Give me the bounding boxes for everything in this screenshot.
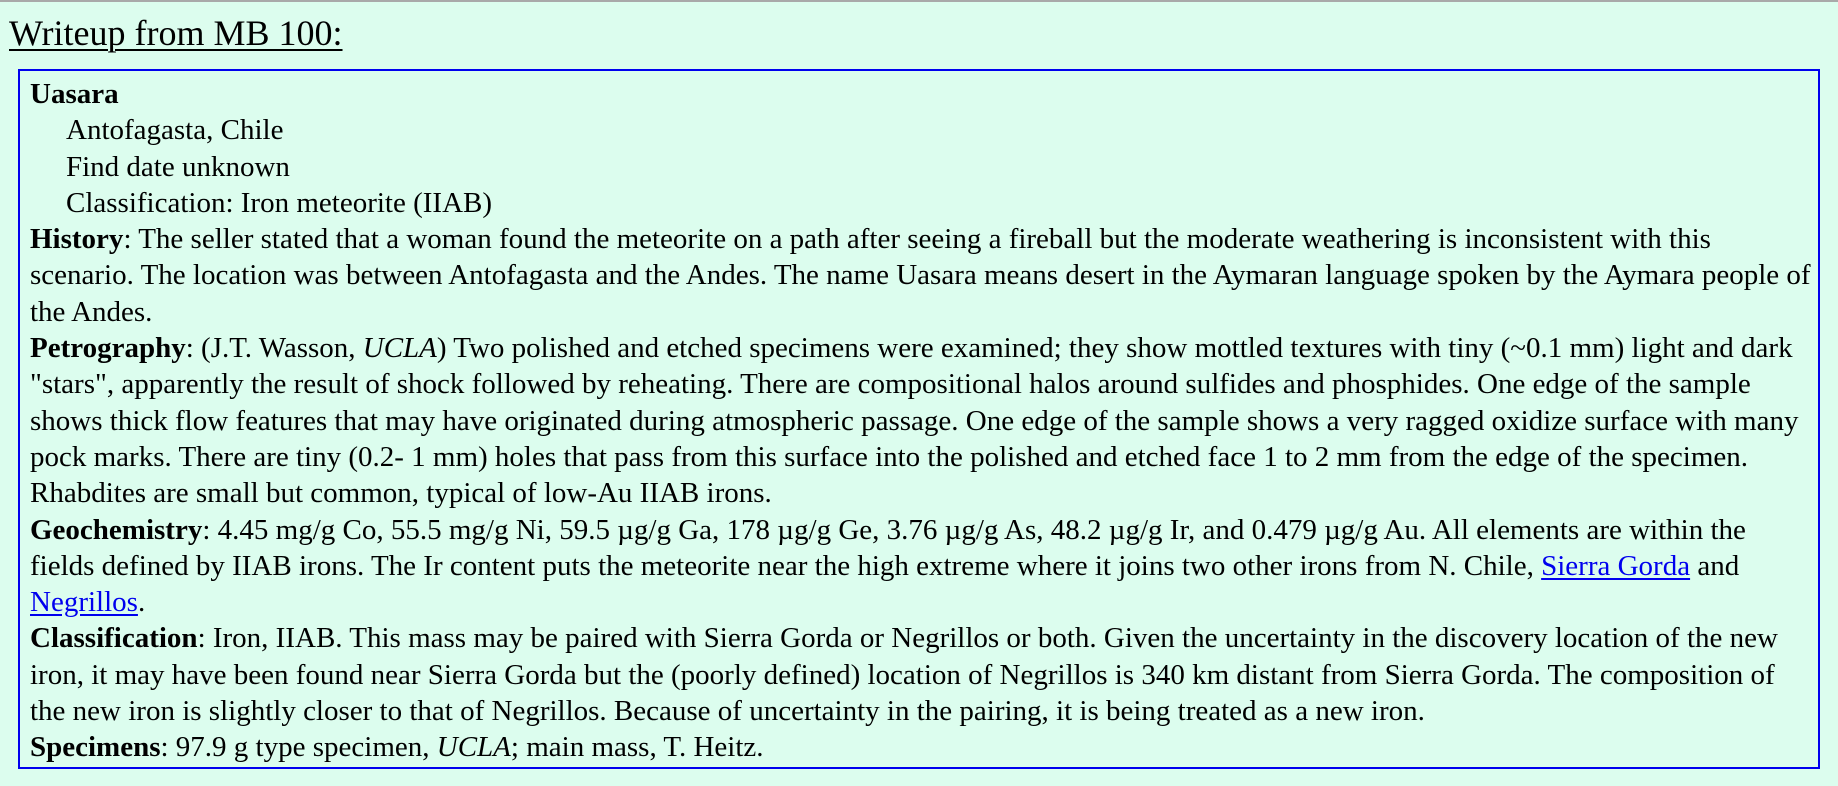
geochemistry-conjunction: and <box>1690 549 1740 582</box>
petrography-institution: UCLA <box>362 332 437 365</box>
location-line: Antofagasta, Chile <box>66 114 284 147</box>
sierra-gorda-link[interactable]: Sierra Gorda <box>1541 549 1691 582</box>
specimens-text-after: ; main mass, T. Heitz. <box>510 731 764 764</box>
petrography-text-before: : (J.T. Wasson, <box>185 332 363 365</box>
history-section <box>30 221 1815 330</box>
find-date-line: Find date unknown <box>66 150 290 183</box>
petrography-text-after: ) Two polished and etched specimens were examined; they show mottled textures with tiny (~0.1 mm) light and dark "stars", apparently the result of shock followed by reheating. There are compositional halos around sulfides and phosphides. One edge of the sample shows thick flow features that may have originated during atmospheric passage. One edge of the sample shows a very ragged oxidize surface with many pock marks. There are tiny (0.2- 1 mm) holes that pass from this surface into the polished and etched face 1 to 2 mm from the edge of the specimen. Rhabdites are small but common, typical of low-Au IIAB irons. <box>30 332 1799 510</box>
meteorite-name: Uasara <box>30 78 119 110</box>
negrillos-link[interactable]: Negrillos <box>30 586 138 619</box>
writeup-box <box>18 69 1820 769</box>
geochemistry-text: : 4.45 mg/g Co, 55.5 mg/g Ni, 59.5 µg/g Ga, 178 µg/g Ge, 3.76 µg/g As, 48.2 µg/g Ir, and 0.479 µg/g Au. All elements are within the fields defined by IIAB irons. The Ir content puts the meteorite near the high extreme where it joins two other irons from N. Chile, <box>30 513 1746 582</box>
classification-summary-line: Classification: Iron meteorite (IIAB) <box>66 186 493 219</box>
geochemistry-heading: Geochemistry <box>30 513 203 546</box>
classification-text: : Iron, IIAB. This mass may be paired with Sierra Gorda or Negrillos or both. Given the uncertainty in the discovery location of the new iron, it may have been found near Sierra Gorda but the (poorly defined) location of Negrillos is 340 km distant from Sierra Gorda. The composition of the new iron is slightly closer to that of Negrillos. Because of uncertainty in the pairing, it is being treated as a new iron. <box>30 622 1778 728</box>
specimens-text-before: : 97.9 g type specimen, <box>160 731 437 764</box>
classification-section <box>30 620 1815 729</box>
history-heading: History <box>30 223 124 256</box>
specimens-section <box>30 729 1815 765</box>
page-title: Writeup from MB 100: <box>9 13 343 53</box>
specimens-heading: Specimens <box>30 731 161 764</box>
geochemistry-end: . <box>137 586 146 619</box>
specimens-institution: UCLA <box>436 731 511 764</box>
petrography-heading: Petrography <box>30 332 186 365</box>
history-text: : The seller stated that a woman found the meteorite on a path after seeing a fireball but the moderate weathering is inconsistent with this scenario. The location was between Antofagasta and the Andes. The name Uasara means desert in the Aymaran language spoken by the Aymara people of the Andes. <box>30 223 1811 328</box>
petrography-section <box>30 330 1815 511</box>
classification-heading: Classification <box>30 622 198 655</box>
geochemistry-section <box>30 512 1815 621</box>
